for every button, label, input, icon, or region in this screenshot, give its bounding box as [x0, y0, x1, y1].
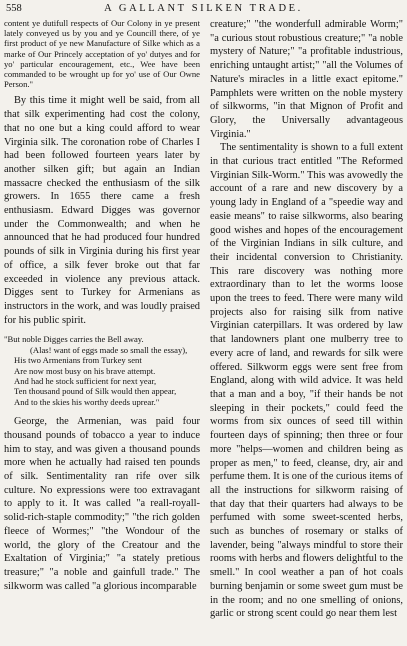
verse-line: "But noble Digges carries the Bell away.	[4, 334, 144, 345]
verse-line: Ten thousand pound of Silk would then appear,	[14, 386, 177, 397]
paragraph-silkworm-epithets: creature;" "the wonderfull admirable Worm;" "a curious stout robustious creature;" "a noble mystery of Nature;" "a profitable industrious, enriching untaught artist;" "all the Volumes of Nature's miracles in a little exact epitome." Pamphlets were written on the noble mystery of silkworms, "in that Mignon of Profit and Glory, the Universally advantageous Virginia."	[210, 19, 403, 140]
verse-line: Are now most busy on his brave attempt.	[14, 365, 156, 376]
charter-quote: content ye dutifull respects of Our Colony in ye present lately conveyed us by you and ye Councill there, of ye first product of ye new Manufacture of Silke which as a marke of Our Princely acceptation of yo' dutyes and for yo' particular encouragement, etc., Wee have been commanded to be wrought up for yo' use of Our Owne Person."	[4, 18, 200, 90]
paragraph-reformed-silkworm: The sentimentality is shown to a full extent in that curious tract entitled "The Reformed Virginian Silk-Worm." This was avowedly the account of a rare and new discovery by a young lady in England of a "speedie way and easie means" to raise silkworms, also bearing good wishes and hopes of the encouragement of the Virginian Indians in silk culture, and their incidental conversion to Christianity. This rare discovery was nothing more extraordinary than to let the worms loose upon the trees to feed. There were many wild projects also for raising silk from native Virginian caterpillars. It was ordered by law that landowners plant one mulberry tree to every acre of land, and rewards for silk were offered. Silkworm eggs were sent free from England, along with wild advice. It was held that a man and a boy, "if their hands be not sleeping in their pockets," could feed the worms from six ounces of seed till within fourteen days of spinning; then three or four more "helps—women and children being as proper as men," to feed, cleanse, dry, air and perfume them. It is one of the curious items of all the instructions for silkworm raising of that day that their quarters had always to be perfumed with some sweet-scented herbs, such as bunches of rosemary or stalks of lavender, being "always mindful to store their rooms with herbs and flowers delightful to the smell." In cool weather a pan of hot coals burning benjamin or some sweet gum must be in the room; and no one smelling of onions, garlic or strong scent could go near them lest	[210, 142, 403, 620]
paragraph-armenian: George, the Armenian, was paid four thousand pounds of tobacco a year to induce him to stay, and was given a thousand pounds more when he actually had raised ten pounds of silk. Sentimentality ran rife over silk culture. No expressions were too extravagant to apply to it. It was called "a reall-royall-solid-rich-staple commodity;" "the rich golden fleece of Wormes;" "the Wondour of the world, the glory of the Creatour and the Exaltation of Virginia;" "a stately pretious treasure;" "a noble and gainfull trade." The silkworm was called "a glorious incomparable	[4, 416, 200, 592]
verse-quote	[4, 334, 200, 407]
verse-line: And to the skies his worthy deeds uprear."	[14, 396, 160, 407]
paragraph-digges: By this time it might well be said, from all that silk experimenting had cost the colony, that no one but a king could afford to wear Virginia silk. The coronation robe of Charles I had been followed fourteen years later by another silken gift; but again an Indian massacre checked the enthusiasm of the silk growers. In 1655 there came a fresh enthusiasm. Edward Digges was governor under the Commonwealth; and when he announced that he had produced four hundred pounds of silk in Virginia during his first year of office, a silk fever broke out that far exceeded in violence any previous attack. Digges sent to Turkey for Armenians as instructors in the work, and was loudly praised for his public spirit.	[4, 95, 200, 326]
right-column	[210, 18, 403, 621]
running-title: A GALLANT SILKEN TRADE.	[104, 3, 303, 14]
left-column	[4, 18, 200, 593]
verse-line: And had he stock sufficient for next year,	[14, 376, 157, 386]
verse-line: His two Armenians from Turkey sent	[14, 355, 142, 366]
page-number: 558	[6, 3, 22, 14]
page-header	[0, 3, 407, 17]
verse-line: (Alas! want of eggs made so small the essay),	[30, 344, 188, 355]
